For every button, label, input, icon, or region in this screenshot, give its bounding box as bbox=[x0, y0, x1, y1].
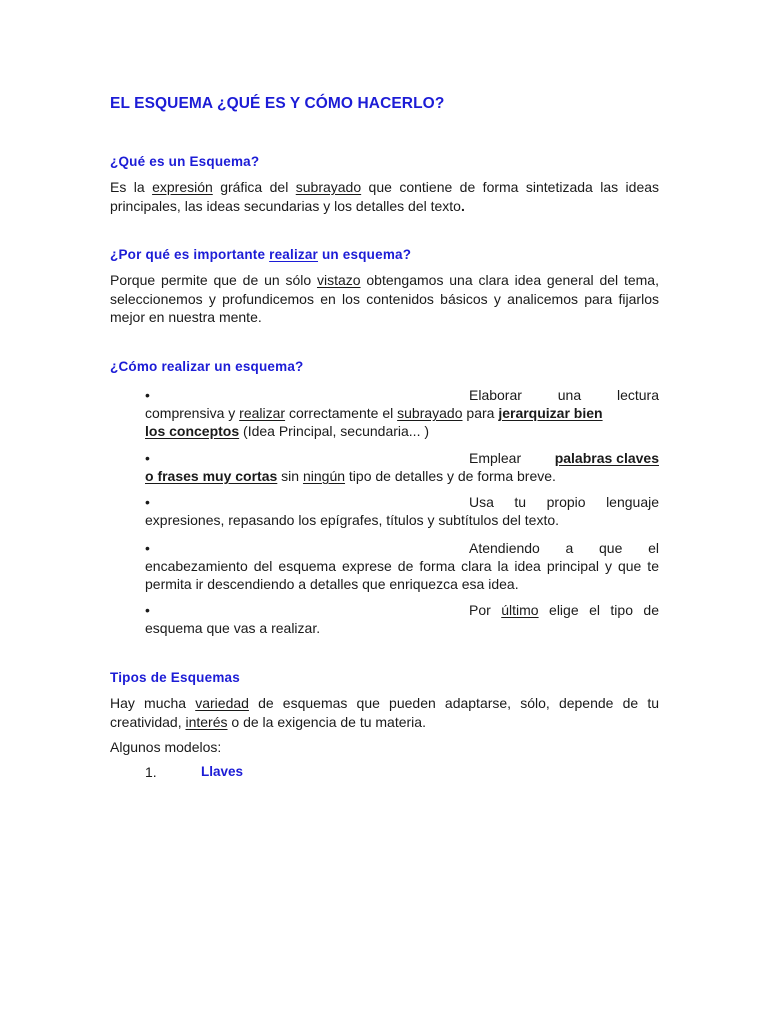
heading-como-realizar: ¿Cómo realizar un esquema? bbox=[110, 359, 304, 374]
text: propio bbox=[546, 494, 586, 510]
bullet-words bbox=[469, 386, 659, 404]
text: comprensiva y bbox=[145, 405, 240, 421]
text: Es la bbox=[110, 179, 153, 195]
link-ningun[interactable]: ningún bbox=[302, 468, 346, 484]
link-frases-cortas[interactable]: o frases muy cortas bbox=[145, 468, 278, 484]
document-title: EL ESQUEMA ¿QUÉ ES Y CÓMO HACERLO? bbox=[110, 95, 445, 112]
bullet-item-5 bbox=[145, 601, 659, 637]
text: Hay mucha bbox=[110, 695, 196, 711]
link-ultimo[interactable]: último bbox=[501, 602, 539, 618]
bullet-icon: • bbox=[145, 387, 150, 403]
text: un esquema? bbox=[318, 247, 412, 262]
link-vistazo[interactable]: vistazo bbox=[316, 272, 361, 288]
heading-que-es: ¿Qué es un Esquema? bbox=[110, 154, 260, 169]
text: que contiene de forma sintetizada las ideas principales, las ideas secundarias y los detalles del texto bbox=[110, 179, 660, 214]
bullet-text bbox=[145, 422, 659, 440]
text: Porque permite que de un sólo bbox=[110, 272, 317, 288]
text: gráfica del bbox=[212, 179, 296, 195]
link-conceptos[interactable]: los conceptos bbox=[145, 423, 240, 439]
bullet-words bbox=[469, 539, 659, 557]
text: Elaborar bbox=[469, 387, 522, 403]
bullet-item-2 bbox=[145, 449, 659, 485]
text: tipo de detalles y de forma breve. bbox=[345, 468, 556, 484]
text: correctamente el bbox=[285, 405, 398, 421]
text: elige bbox=[549, 602, 579, 618]
link-subrayado[interactable]: subrayado bbox=[397, 405, 463, 421]
bullet-row bbox=[145, 539, 659, 557]
text: lectura bbox=[616, 387, 659, 403]
paragraph-que-es bbox=[110, 178, 659, 215]
bullet-row bbox=[145, 601, 659, 619]
list-item-llaves: Llaves bbox=[201, 764, 244, 779]
text: para bbox=[462, 405, 499, 421]
bullet-item-4 bbox=[145, 539, 659, 593]
paragraph-por-que bbox=[110, 271, 659, 327]
link-expresion[interactable]: expresión bbox=[152, 179, 213, 195]
text: sin bbox=[277, 468, 303, 484]
bullet-text: encabezamiento del esquema exprese de forma clara la idea principal y que te permita ir descendiendo a detalles que enriquezca esa idea. bbox=[145, 558, 659, 592]
text: que bbox=[599, 540, 623, 556]
text: Usa bbox=[469, 494, 494, 510]
link-variedad[interactable]: variedad bbox=[195, 695, 249, 711]
text: a bbox=[565, 540, 574, 556]
bullet-icon: • bbox=[145, 540, 150, 556]
text: el bbox=[648, 540, 659, 556]
text: o de la exigencia de tu materia. bbox=[227, 713, 426, 730]
text: de esquemas que pueden adaptarse, sólo, depende de tu creatividad, bbox=[110, 695, 659, 730]
heading-tipos: Tipos de Esquemas bbox=[110, 670, 240, 685]
text: el bbox=[589, 602, 600, 618]
bullet-row bbox=[145, 386, 659, 404]
link-realizar[interactable]: realizar bbox=[269, 247, 319, 262]
bullet-text bbox=[145, 404, 659, 422]
bullet-row bbox=[145, 493, 659, 511]
bullet-icon: • bbox=[145, 450, 150, 466]
bullet-words bbox=[469, 493, 659, 511]
text: de bbox=[643, 602, 659, 618]
text: obtengamos una clara idea general del tema, seleccionemos y profundicemos en los contenidos básicos y analicemos para fijarlos mejor en nuestra mente. bbox=[110, 272, 659, 325]
bullet-row bbox=[145, 449, 659, 467]
text: Emplear bbox=[469, 450, 522, 466]
link-realizar[interactable]: realizar bbox=[239, 405, 286, 421]
text: Por bbox=[469, 602, 491, 618]
paragraph-modelos: Algunos modelos: bbox=[110, 739, 222, 755]
list-number: 1. bbox=[145, 764, 157, 780]
link-subrayado[interactable]: subrayado bbox=[295, 179, 362, 195]
link-palabras-claves[interactable]: palabras claves bbox=[554, 450, 659, 466]
bullet-words bbox=[469, 449, 659, 467]
heading-por-que bbox=[110, 247, 411, 262]
text: . bbox=[460, 197, 465, 214]
text: (Idea Principal, secundaria... ) bbox=[239, 423, 430, 439]
text: Atendiendo bbox=[469, 540, 540, 556]
bullet-icon: • bbox=[145, 494, 150, 510]
bullet-item-3 bbox=[145, 493, 659, 529]
link-interes[interactable]: interés bbox=[185, 713, 228, 730]
text: tipo bbox=[610, 602, 633, 618]
paragraph-tipos bbox=[110, 694, 659, 731]
text: tu bbox=[514, 494, 527, 510]
text: una bbox=[557, 387, 582, 403]
bullet-text bbox=[145, 467, 659, 485]
bullet-item-1 bbox=[145, 386, 659, 440]
text: ¿Por qué es importante bbox=[110, 247, 270, 262]
bullet-icon: • bbox=[145, 602, 150, 618]
bullet-words bbox=[469, 601, 659, 619]
bullet-text: esquema que vas a realizar. bbox=[145, 620, 321, 636]
text: lenguaje bbox=[606, 494, 659, 510]
bullet-text: expresiones, repasando los epígrafes, títulos y subtítulos del texto. bbox=[145, 512, 560, 528]
link-jerarquizar[interactable]: jerarquizar bien bbox=[498, 405, 603, 421]
